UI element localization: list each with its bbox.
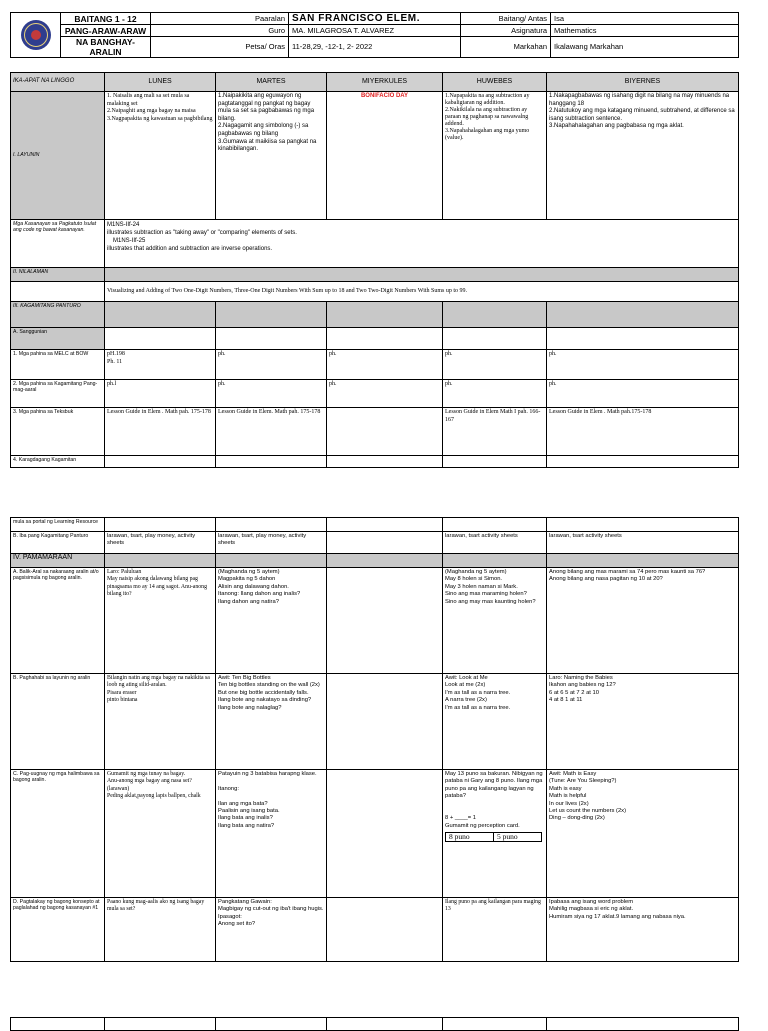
melc-huwebes: ph.	[443, 350, 547, 380]
layunin-martes: 1.Naipakikita ang eguwayon ng pagtatanggal ng pangkat ng bagay mula sa set sa pagbabawas ng mga bilang. 2.Nagagamit ang simbolong (-) sa pagbabawas ng bilang 3.Gumawa at maikiisa sa pangkat na kinabibilangan.	[216, 92, 327, 220]
paghahabi-lunes: Bilangin natin ang mga bagay na nakikita sa loob ng ating silid-aralan. Pisara eraser pinto bintana	[105, 674, 216, 770]
kagamitang-miyerkules: ph.	[327, 380, 443, 408]
day-header-martes: MARTES	[216, 73, 327, 92]
melc-miyerkules: ph.	[327, 350, 443, 380]
teksbuk-lunes: Lesson Guide in Elem . Math pah. 175-178	[105, 408, 216, 456]
deped-seal-logo	[21, 20, 51, 50]
baitang-value: Isa	[551, 13, 739, 25]
pagtalakay-huwebes: Ilang puno pa ang kailangan para maging 13	[443, 898, 547, 962]
teksbuk-biyernes: Lesson Guide in Elem . Math pah.175-178	[547, 408, 739, 456]
paaralan-label: Paaralan	[151, 13, 289, 25]
header-table	[10, 12, 739, 58]
petsa-label: Petsa/ Oras	[151, 37, 289, 58]
layunin-row	[11, 92, 739, 220]
melc-biyernes: ph.	[547, 350, 739, 380]
kagamitan-row	[11, 302, 739, 328]
lr-portal-label: mula sa portal ng Learning Resource	[11, 518, 105, 532]
next-page-table-stub	[10, 1017, 739, 1031]
karagdagang-row	[11, 456, 739, 468]
paghahabi-huwebes: Awit: Look at Me Look at me (2x) I'm as tall as a narra tree. A narra tree (2x) I'm as tall as a narra tree.	[443, 674, 547, 770]
iba-biyernes: larawan, tsart activity sheets	[547, 532, 739, 554]
iba-martes: larawan, tsart, play money, activity sheets	[216, 532, 327, 554]
teksbuk-martes: Lesson Guide in Elem. Math pah. 175-178	[216, 408, 327, 456]
pagtalakay-row	[11, 898, 739, 962]
kagamitang-martes: ph.	[216, 380, 327, 408]
guro-label: Guro	[151, 25, 289, 37]
kasanayan-code-2: M1NS-IIf-25	[113, 238, 146, 244]
paghahabi-martes: Awit: Ten Big Bottles Ten big bottles standing on the wall (2x) But one big bottle accidentally falls. Ilang bote ang nakatayo sa dinding? Ilang bote ang nalaglag?	[216, 674, 327, 770]
nilalaman-row	[11, 282, 739, 302]
deped-seal-cell	[11, 13, 61, 58]
title-line-3: NA BANGHAY-ARALIN	[61, 37, 151, 58]
markahan-value: Ikalawang Markahan	[551, 37, 739, 58]
paghahabi-biyernes: Laro: Naming the Babies Ikahon ang babies ng 12? 6 at 6 5 at 7 2 at 10 4 at 8 1 at 11	[547, 674, 739, 770]
sanggunian-label: A. Sanggunian	[11, 328, 105, 350]
markahan-label: Markahan	[461, 37, 551, 58]
balik-aral-label: A. Balik-Aral sa nakaraang aralin at/o pagsisimula ng bagong aralin.	[11, 568, 105, 674]
melc-martes: ph.	[216, 350, 327, 380]
iba-huwebes: larawan, tsart activity sheets	[443, 532, 547, 554]
pag-uugnay-row	[11, 770, 739, 898]
kagamitang-row	[11, 380, 739, 408]
guro-value: MA. MILAGROSA T. ALVAREZ	[289, 25, 461, 37]
asignatura-label: Asignatura	[461, 25, 551, 37]
pag-uugnay-lunes: Gumamit ng mga tunay na bagay. Anu-anong mga bagay ang nasa set?(larawan) Peding aklat,payong lapis ballpen, chalk	[105, 770, 216, 898]
paghahabi-miyerkules	[327, 674, 443, 770]
pag-uugnay-huwebes	[443, 770, 547, 898]
kasanayan-content	[105, 220, 739, 268]
lesson-plan-table	[10, 72, 739, 468]
pag-uugnay-biyernes: Awit: Math is Easy (Tune: Are You Sleeping?) Math is easy Math is helpful In our lives (2x) Let us count the numbers (2x) Ding – dong-ding (2x)	[547, 770, 739, 898]
paaralan-value: SAN FRANCISCO ELEM.	[289, 13, 461, 25]
lr-portal-row	[11, 518, 739, 532]
kagamitan-label: III. KAGAMITANG PANTURO	[11, 302, 105, 328]
asignatura-value: Mathematics	[551, 25, 739, 37]
kagamitang-huwebes: ph.	[443, 380, 547, 408]
paghahabi-row	[11, 674, 739, 770]
column-header-row	[11, 73, 739, 92]
perception-card-left: 8 puno	[446, 833, 494, 840]
day-header-biyernes: BIYERNES	[547, 73, 739, 92]
layunin-biyernes: 1.Nakapagbabawas ng isahang digit na bilang na may minuends na hanggang 18 2.Natutukoy ang mga katagang minuend, subtrahend, at difference sa isang subtraction sentence. 3.Napahahalagahan ang pagbabasa ng mga aklat.	[547, 92, 739, 220]
sanggunian-row	[11, 328, 739, 350]
pag-uugnay-huwebes-text: May 13 puno sa bakuran. Nibigyan ng pataba ni Gary ang 8 puno. Ilang mga puno pa ang kailangang lagyan ng pataba? 8 + ____= 1 Gumamit ng perception card.	[445, 771, 543, 829]
kasanayan-row	[11, 220, 739, 268]
pag-uugnay-miyerkules	[327, 770, 443, 898]
balik-aral-biyernes: Anong bilang ang mas marami sa 74 pero mas kaunti sa 76? Anong bilang ang nasa pagitan ng 10 at 20?	[547, 568, 739, 674]
teksbuk-huwebes: Lesson Guide in Elem Math I pah. 166-167	[443, 408, 547, 456]
pagtalakay-miyerkules	[327, 898, 443, 962]
karagdagang-label: 4. Karagdagang Kagamitan	[11, 456, 105, 468]
pagtalakay-label: D. Pagtalakay ng bagong konsepto at paglalahad ng bagong kasanayan #1	[11, 898, 105, 962]
nilalaman-label: II. NILALAMAN	[11, 268, 105, 282]
lesson-plan-table-continued	[10, 517, 739, 962]
paghahabi-label: B. Paghahabi sa layunin ng aralin	[11, 674, 105, 770]
pagtalakay-biyernes: Ipabasa ang isang word problem Mahilig magbasa si eric ng aklat. Humiram siya ng 17 aklat.9 lamang ang nabasa niya.	[547, 898, 739, 962]
baitang-label: Baitang/ Antas	[461, 13, 551, 25]
day-header-miyerkules: MIYERKULES	[327, 73, 443, 92]
teksbuk-label: 3. Mga pahina sa Teksbuk	[11, 408, 105, 456]
kasanayan-desc-1: illustrates subtraction as "taking away" or "comparing" elements of sets.	[107, 230, 297, 236]
day-header-huwebes: HUWEBES	[443, 73, 547, 92]
pagtalakay-lunes: Paano kung mag-aalis ako ng isang bagay mula sa set?	[105, 898, 216, 962]
petsa-value: 11-28,29, -12-1, 2- 2022	[289, 37, 461, 58]
pag-uugnay-label: C. Pag-uugnay ng mga halimbawa sa bagong aralin.	[11, 770, 105, 898]
perception-card-right: 5 puno	[497, 832, 518, 842]
melc-label: 1. Mga pahina sa MELC at BOW	[11, 350, 105, 380]
nilalaman-text: Visualizing and Adding of Two One-Digit Numbers, Three-One Digit Numbers With Sum up to 18 and Two Two-Digit Numbers With Sums up to 99.	[105, 282, 739, 302]
layunin-label: I. LAYUNIN	[11, 92, 105, 220]
iba-row	[11, 532, 739, 554]
pamamaraan-label: IV. PAMAMARAAN	[11, 554, 105, 568]
layunin-huwebes: 1.Napapakita na ang subtraction ay kabaligtaran ng addition. 2.Nakikilala na ang subtraction ay paraan ng paghanap sa nawawalng addend. 3.Napahahalagahan ang mga yumo (value).	[443, 92, 547, 220]
balik-aral-lunes: Laro: Paluluan May naisip akong dalawang bilang pag pinagsama mo ay 14 ang sagot. Anu-anong bilang ito?	[105, 568, 216, 674]
kagamitang-biyernes: ph.	[547, 380, 739, 408]
kasanayan-code-1: M1NS-IIf-24	[107, 222, 140, 228]
melc-lunes: pH.198 Ph. 11	[105, 350, 216, 380]
pamamaraan-row	[11, 554, 739, 568]
iba-miyerkules	[327, 532, 443, 554]
teksbuk-miyerkules	[327, 408, 443, 456]
balik-aral-martes: (Maghanda ng 5 aytem) Magpakita ng 5 dahon Alisin ang dalawang dahon. Itanong: Ilang dahon ang inalis? Ilang dahon ang natira?	[216, 568, 327, 674]
nilalaman-header-row	[11, 268, 739, 282]
kasanayan-label: Mga Kasanayan sa Pagkatuto Isulat ang code ng bawat kasanayan.	[11, 220, 105, 268]
kasanayan-desc-2: illustrates that addition and subtraction are inverse operations.	[107, 246, 273, 252]
balik-aral-row	[11, 568, 739, 674]
melc-row	[11, 350, 739, 380]
iba-label: B. Iba pang Kagamitang Panturo	[11, 532, 105, 554]
teksbuk-row	[11, 408, 739, 456]
bonifacio-day-note: BONIFACIO DAY	[327, 92, 443, 220]
pagtalakay-martes: Pangkatang Gawain: Magbigay ng cut-out ng iba't ibang hugis. Ipasagot: Anong set ito?	[216, 898, 327, 962]
kagamitang-label: 2. Mga pahina sa Kagamitang Pang-mag-aaral	[11, 380, 105, 408]
kagamitang-lunes: ph.l	[105, 380, 216, 408]
balik-aral-huwebes: (Maghanda ng 5 aytem) May 8 holen si Simon. May 3 holen naman si Mark. Sino ang mas maraming holen? Sino ang may mas kaunting holen?	[443, 568, 547, 674]
day-header-lunes: LUNES	[105, 73, 216, 92]
iba-lunes: larawan, tsart, play money, activity sheets	[105, 532, 216, 554]
title-line-2: PANG-ARAW-ARAW	[61, 25, 151, 37]
pag-uugnay-martes: Patayuin ng 3 batabisa harapng klase. Itanong: Ilan ang mga bata? Paalisin ang isang bata. Ilang bata ang inalis? Ilang bata ang natira?	[216, 770, 327, 898]
week-header: IKA-APAT NA LINGGO	[11, 73, 105, 92]
layunin-lunes: 1. Naisalis ang mali sa set mula sa malaking set 2.Naipaghit ang mga bagay na maisa 3.Nagpapakita ng kawastuan sa pagbibilang	[105, 92, 216, 220]
title-line-1: BAITANG 1 - 12	[61, 13, 151, 25]
perception-card-box	[445, 832, 542, 841]
balik-aral-miyerkules	[327, 568, 443, 674]
